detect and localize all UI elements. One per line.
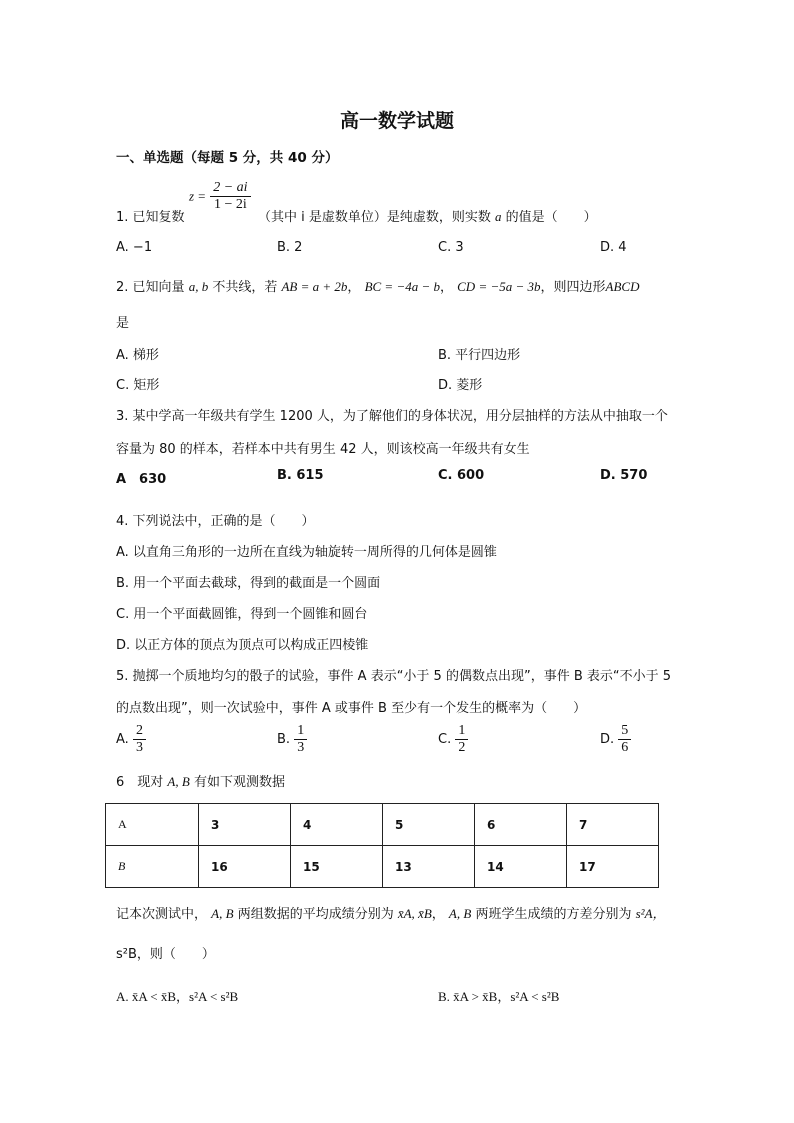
q6-line1-c: 两组数据的平均成绩分别为 — [237, 907, 394, 922]
q5-option-a — [116, 723, 146, 756]
q5-c-den: 2 — [458, 740, 466, 755]
q1-tail: 的值是（ ） — [505, 210, 597, 225]
q5-a-num: 2 — [133, 723, 146, 740]
table-cell-label: A — [106, 804, 199, 846]
q6-stem-pre: 6 现对 — [116, 775, 164, 790]
q2-option-d: D. 菱形 — [438, 378, 483, 393]
q5-option-d — [600, 723, 631, 756]
q6-line1-h: s²A， — [635, 906, 666, 921]
q6-line1-a: 记本次测试中， — [116, 907, 208, 922]
q3-option-a: A 630 — [116, 472, 167, 487]
q1-frac-num: 2 − ai — [210, 180, 250, 197]
q1-frac-den: 1 − 2i — [214, 197, 247, 212]
observation-table — [105, 803, 659, 888]
q6-stem-post: 有如下观测数据 — [193, 775, 285, 790]
q2-shape: ABCD — [605, 279, 640, 294]
table-cell: 17 — [567, 846, 659, 888]
q3-line1: 3. 某中学高一年级共有学生 1200 人，为了解他们的身体状况，用分层抽样的方法从中抽取一个 — [116, 409, 668, 424]
q1-suffix: （其中 i 是虚数单位）是纯虚数，则实数 — [258, 210, 491, 225]
q2-option-a: A. 梯形 — [116, 348, 159, 363]
q5-option-a-fraction — [133, 723, 146, 756]
q2-expr-ab: AB = a + 2b — [281, 279, 348, 294]
q5-option-b-fraction — [294, 723, 307, 756]
q2-expr-bc: BC = −4a − b — [364, 279, 440, 294]
q3-line2: 容量为 80 的样本，若样本中共有男生 42 人，则该校高一年级共有女生 — [116, 442, 530, 457]
q2-mid: 不共线，若 — [212, 280, 278, 295]
q5-c-num: 1 — [455, 723, 468, 740]
q3-option-b: B. 615 — [277, 468, 324, 483]
q6-stem — [116, 771, 285, 790]
q3-option-c: C. 600 — [438, 468, 485, 483]
q1-z: z = — [189, 188, 207, 204]
table-cell: 4 — [291, 804, 383, 846]
q1-option-c: C. 3 — [438, 240, 464, 255]
q2-line2: 是 — [116, 316, 130, 331]
q2-expr-cd: CD = −5a − 3b — [457, 279, 541, 294]
table-row — [106, 846, 659, 888]
q5-option-a-label: A. — [116, 732, 129, 747]
q4-option-b: B. 用一个平面去截球，得到的截面是一个圆面 — [116, 576, 381, 591]
q2-stem: 2. 已知向量 a, b 不共线，若 AB = a + 2b， BC = −4a − b， CD = −5a − 3b，则四边形ABCD — [116, 279, 640, 295]
table-cell: 15 — [291, 846, 383, 888]
q2-tail: ，则四边形 — [540, 280, 606, 295]
table-cell-label: B — [106, 846, 199, 888]
table-row — [106, 804, 659, 846]
q5-b-num: 1 — [294, 723, 307, 740]
q5-option-b — [277, 723, 307, 756]
q6-line1-f: A, B — [448, 906, 472, 921]
q5-b-den: 3 — [297, 740, 305, 755]
q6-line1 — [116, 903, 666, 922]
q4-option-a: A. 以直角三角形的一边所在直线为轴旋转一周所得的几何体是圆锥 — [116, 545, 497, 560]
q6-line1-b: A, B — [211, 906, 234, 921]
q2-option-b: B. 平行四边形 — [438, 348, 521, 363]
table-cell: 13 — [383, 846, 475, 888]
q5-option-c-fraction — [455, 723, 468, 756]
q5-option-d-fraction — [618, 723, 631, 756]
q1-var: a — [495, 209, 502, 224]
q6-line1-g: 两班学生成绩的方差分别为 — [475, 907, 632, 922]
table-cell: 6 — [475, 804, 567, 846]
table-cell: 5 — [383, 804, 475, 846]
q5-option-c-label: C. — [438, 732, 452, 747]
q5-option-c — [438, 723, 468, 756]
q1-stem — [258, 206, 597, 225]
table-cell: 16 — [199, 846, 291, 888]
q5-line2: 的点数出现”，则一次试验中，事件 A 或事件 B 至少有一个发生的概率为（ ） — [116, 701, 587, 716]
q6-line2: s²B，则（ ） — [116, 947, 215, 962]
q5-d-den: 6 — [621, 740, 629, 755]
q1-fraction — [210, 180, 250, 213]
q4-option-d: D. 以正方体的顶点为顶点可以构成正四棱锥 — [116, 638, 369, 653]
q6-line1-e: ， — [431, 907, 445, 922]
table-cell: 14 — [475, 846, 567, 888]
q2-vectors: a, b — [188, 279, 209, 294]
q1-option-a: A. −1 — [116, 240, 153, 255]
section-heading: 一、单选题（每题 5 分，共 40 分） — [116, 150, 339, 166]
q1-formula — [189, 180, 251, 213]
q4-stem: 4. 下列说法中，正确的是（ ） — [116, 514, 315, 529]
table-cell: 3 — [199, 804, 291, 846]
q5-option-d-label: D. — [600, 732, 615, 747]
q3-option-d: D. 570 — [600, 468, 648, 483]
page-title: 高一数学试题 — [339, 110, 454, 132]
q2-option-c: C. 矩形 — [116, 378, 160, 393]
q6-line1-d: x̄A, x̄B — [397, 906, 432, 921]
q6-option-b: B. x̄A > x̄B，s²A < s²B — [438, 989, 560, 1004]
q2-prefix: 2. 已知向量 — [116, 280, 185, 295]
q6-stem-var: A, B — [167, 774, 190, 789]
table-cell: 7 — [567, 804, 659, 846]
q5-option-b-label: B. — [277, 732, 291, 747]
q5-d-num: 5 — [618, 723, 631, 740]
q5-line1: 5. 抛掷一个质地均匀的骰子的试验，事件 A 表示“小于 5 的偶数点出现”，事件 B 表示“不小于 5 — [116, 669, 672, 684]
q4-option-c: C. 用一个平面截圆锥，得到一个圆锥和圆台 — [116, 607, 368, 622]
q6-option-a: A. x̄A < x̄B，s²A < s²B — [116, 989, 239, 1004]
q1-option-d: D. 4 — [600, 240, 627, 255]
q1-option-b: B. 2 — [277, 240, 303, 255]
q5-a-den: 3 — [135, 740, 143, 755]
q1-prefix: 1. 已知复数 — [116, 210, 185, 225]
